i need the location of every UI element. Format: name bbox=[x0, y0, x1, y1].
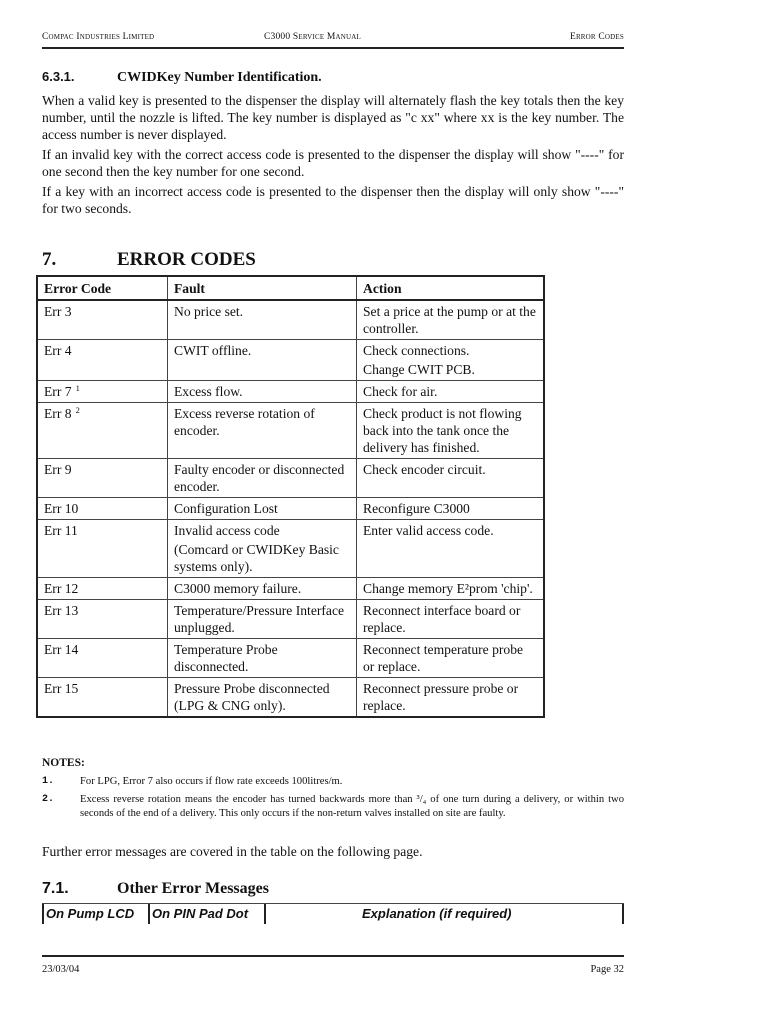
section-71-title: Other Error Messages bbox=[117, 880, 269, 897]
header-section: Error Codes bbox=[569, 32, 624, 42]
section-71-heading bbox=[42, 880, 269, 898]
action-text: Reconnect temperature probe or replace. bbox=[363, 642, 524, 674]
cell-action bbox=[357, 459, 545, 498]
column-header-error-code: Error Code bbox=[37, 276, 168, 300]
cell-fault bbox=[168, 300, 357, 340]
cell-fault bbox=[168, 520, 357, 578]
cell-error-code bbox=[37, 639, 168, 678]
table-row bbox=[37, 578, 544, 600]
fault-text: C3000 memory failure. bbox=[174, 581, 302, 596]
cell-error-code bbox=[37, 403, 168, 459]
cell-fault bbox=[168, 678, 357, 718]
action-text: Set a price at the pump or at the controller. bbox=[363, 304, 536, 336]
error-code-text: Err 7 bbox=[44, 384, 72, 399]
table-row bbox=[37, 600, 544, 639]
error-code-text: Err 3 bbox=[44, 304, 72, 319]
error-code-text: Err 8 bbox=[44, 406, 72, 421]
fault-text: No price set. bbox=[174, 304, 244, 319]
note-2-number: 2. bbox=[42, 794, 55, 805]
action-text: Check connections. bbox=[363, 343, 470, 358]
column-divider bbox=[42, 904, 44, 924]
note-1-number: 1. bbox=[42, 776, 55, 787]
table-row bbox=[37, 678, 544, 718]
cell-error-code bbox=[37, 459, 168, 498]
section-631-title: CWIDKey Number Identification. bbox=[117, 70, 322, 85]
action-text: Enter valid access code. bbox=[363, 523, 494, 538]
cell-error-code bbox=[37, 578, 168, 600]
cell-fault bbox=[168, 459, 357, 498]
column-divider bbox=[622, 904, 624, 924]
other-errors-table-header bbox=[42, 903, 624, 926]
error-code-text: Err 4 bbox=[44, 343, 72, 358]
error-code-text: Err 13 bbox=[44, 603, 79, 618]
table-row bbox=[37, 403, 544, 459]
error-code-text: Err 14 bbox=[44, 642, 79, 657]
header-company: Compac Industries Limited bbox=[42, 32, 155, 42]
cell-action bbox=[357, 340, 545, 381]
note-1-text: For LPG, Error 7 also occurs if flow rate exceeds 100litres/m. bbox=[80, 776, 343, 787]
cell-fault bbox=[168, 600, 357, 639]
cell-fault bbox=[168, 340, 357, 381]
cell-error-code bbox=[37, 381, 168, 403]
header-rule bbox=[42, 47, 624, 49]
fault-text: Excess flow. bbox=[174, 384, 243, 399]
table-row bbox=[37, 639, 544, 678]
section-631-heading bbox=[42, 69, 322, 86]
section-7-title: ERROR CODES bbox=[117, 249, 256, 270]
running-header bbox=[42, 32, 624, 46]
cell-action bbox=[357, 498, 545, 520]
section-7-number: 7. bbox=[42, 249, 57, 270]
header-manual: C3000 Service Manual bbox=[264, 32, 362, 42]
cell-action bbox=[357, 600, 545, 639]
cell-action bbox=[357, 578, 545, 600]
cell-action bbox=[357, 381, 545, 403]
column-header-pump-lcd: On Pump LCD bbox=[46, 906, 135, 921]
fault-text-extra: (Comcard or CWIDKey Basic systems only). bbox=[174, 542, 339, 574]
table-row bbox=[37, 381, 544, 403]
cell-fault bbox=[168, 498, 357, 520]
cell-error-code bbox=[37, 678, 168, 718]
error-code-text: Err 10 bbox=[44, 501, 79, 516]
table-row bbox=[37, 459, 544, 498]
footer-date: 23/03/04 bbox=[42, 964, 80, 975]
cell-error-code bbox=[37, 300, 168, 340]
action-text: Reconfigure C3000 bbox=[363, 501, 470, 516]
paragraph-invalid-key: If an invalid key with the correct access code is presented to the dispenser the display will show "----" for one second then the key number for one second. bbox=[42, 147, 624, 179]
fault-text: Faulty encoder or disconnected encoder. bbox=[174, 462, 345, 494]
paragraph-further-messages: Further error messages are covered in the table on the following page. bbox=[42, 844, 423, 859]
cell-fault bbox=[168, 639, 357, 678]
column-divider bbox=[264, 904, 266, 924]
action-text: Check for air. bbox=[363, 384, 438, 399]
fault-text: Configuration Lost bbox=[174, 501, 278, 516]
cell-action bbox=[357, 520, 545, 578]
paragraph-incorrect-code: If a key with an incorrect access code is presented to the dispenser then the display will only show "----" for two seconds. bbox=[42, 184, 624, 216]
fault-text: Invalid access code bbox=[174, 523, 280, 538]
action-text: Reconnect pressure probe or replace. bbox=[363, 681, 519, 713]
cell-error-code bbox=[37, 498, 168, 520]
section-7-heading bbox=[42, 249, 256, 271]
error-code-text: Err 12 bbox=[44, 581, 79, 596]
action-text: Change memory E²prom 'chip'. bbox=[363, 581, 533, 596]
column-header-explanation: Explanation (if required) bbox=[362, 906, 512, 921]
error-table-body bbox=[37, 300, 544, 717]
cell-action bbox=[357, 300, 545, 340]
notes-title: NOTES: bbox=[42, 757, 85, 769]
table-header-row bbox=[37, 276, 544, 300]
action-text: Reconnect interface board or replace. bbox=[363, 603, 521, 635]
note-1 bbox=[42, 775, 624, 789]
fault-text: Pressure Probe disconnected (LPG & CNG only). bbox=[174, 681, 330, 713]
cell-error-code bbox=[37, 340, 168, 381]
section-631-number: 6.3.1. bbox=[42, 69, 75, 84]
fault-text: Excess reverse rotation of encoder. bbox=[174, 406, 315, 438]
fault-text: Temperature/Pressure Interface unplugged. bbox=[174, 603, 345, 635]
note-2 bbox=[42, 793, 624, 821]
column-divider bbox=[148, 904, 150, 924]
column-header-fault: Fault bbox=[168, 276, 357, 300]
action-text: Check product is not flowing back into the tank once the delivery has finished. bbox=[363, 406, 522, 455]
footnote-marker: 2 bbox=[75, 405, 80, 415]
footer-page-number: Page 32 bbox=[590, 964, 624, 975]
error-code-text: Err 9 bbox=[44, 462, 72, 477]
fault-text: Temperature Probe disconnected. bbox=[174, 642, 278, 674]
cell-action bbox=[357, 678, 545, 718]
paragraph-valid-key: When a valid key is presented to the dispenser the display will alternately flash the key totals then the key number, until the nozzle is lifted. The key number is displayed as "c xx" where xx is the key number. The access number is never displayed. bbox=[42, 93, 624, 142]
footnote-marker: 1 bbox=[75, 383, 80, 393]
cell-error-code bbox=[37, 520, 168, 578]
action-text: Check encoder circuit. bbox=[363, 462, 486, 477]
cell-action bbox=[357, 403, 545, 459]
table-row bbox=[37, 340, 544, 381]
action-text-extra: Change CWIT PCB. bbox=[363, 362, 475, 377]
error-codes-table bbox=[36, 275, 545, 718]
table-row bbox=[37, 300, 544, 340]
cell-fault bbox=[168, 403, 357, 459]
cell-fault bbox=[168, 578, 357, 600]
footer-rule bbox=[42, 955, 624, 957]
cell-fault bbox=[168, 381, 357, 403]
section-71-number: 7.1. bbox=[42, 880, 69, 897]
cell-action bbox=[357, 639, 545, 678]
fault-text: CWIT offline. bbox=[174, 343, 252, 358]
error-code-text: Err 11 bbox=[44, 523, 78, 538]
cell-error-code bbox=[37, 600, 168, 639]
table-row bbox=[37, 520, 544, 578]
error-code-text: Err 15 bbox=[44, 681, 79, 696]
table-row bbox=[37, 498, 544, 520]
column-header-action: Action bbox=[357, 276, 545, 300]
note-2-text: Excess reverse rotation means the encoder has turned backwards more than ³/₄ of one turn during a delivery, or within two seconds of the end of a delivery. This only occurs if the non-return valves installed on site are faulty. bbox=[80, 794, 624, 819]
column-header-pin-pad-dot: On PIN Pad Dot bbox=[152, 906, 249, 921]
